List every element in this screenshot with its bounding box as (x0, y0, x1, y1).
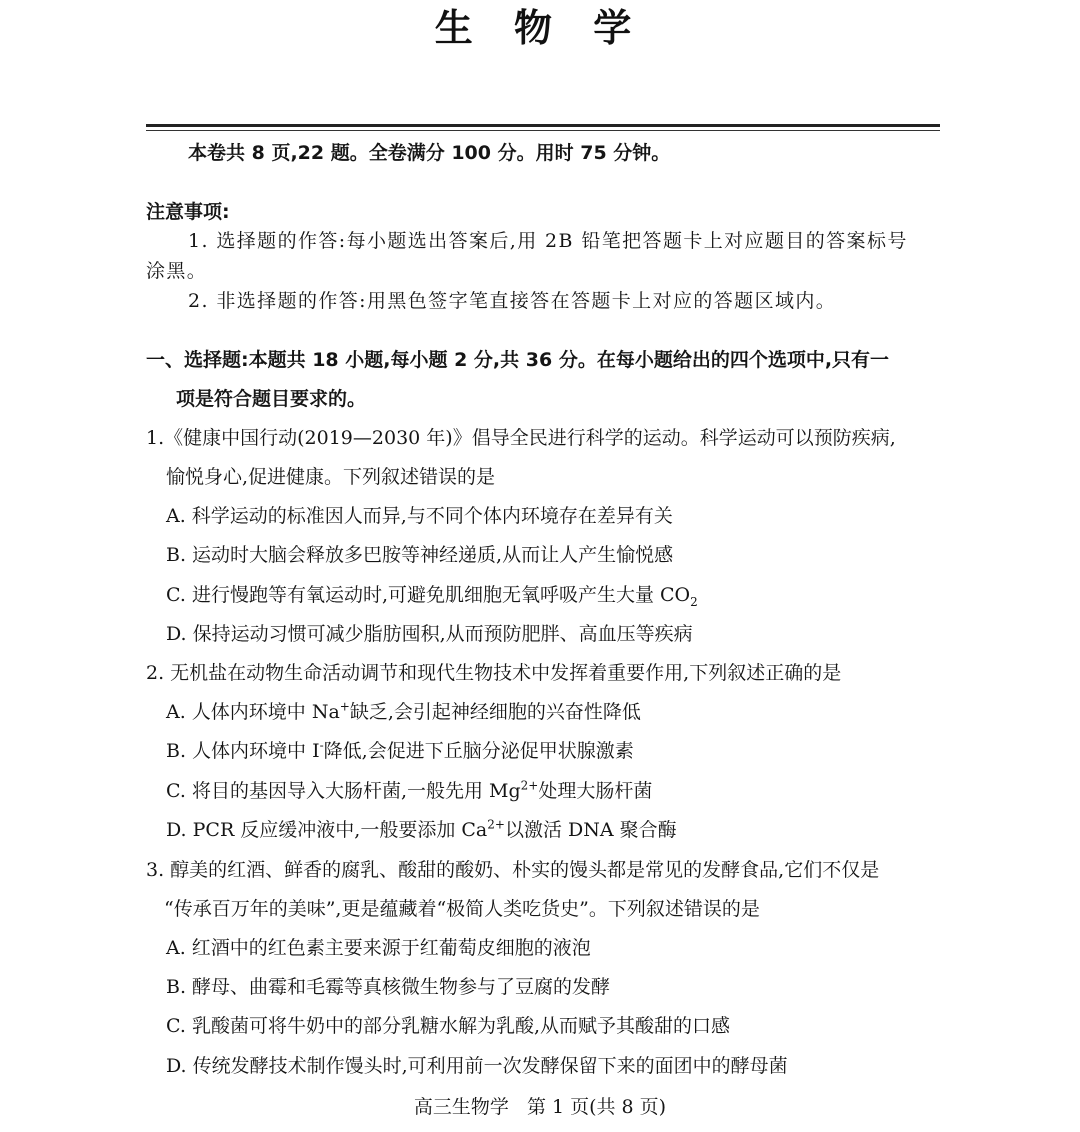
notes-heading: 注意事项: (146, 201, 230, 223)
section-heading-cont: 项是符合题目要求的。 (176, 388, 367, 410)
q2-option-a-sup: + (339, 699, 350, 714)
q2-option-b-sup: - (319, 738, 324, 753)
page-title: 生 物 学 (434, 6, 646, 50)
section-heading: 一、选择题:本题共 18 小题,每小题 2 分,共 36 分。在每小题给出的四个选项中,只有一 (146, 349, 890, 371)
q2-option-c-sup: 2+ (520, 778, 539, 793)
q3-option-c: C. 乳酸菌可将牛奶中的部分乳糖水解为乳酸,从而赋予其酸甜的口感 (166, 1015, 730, 1037)
q1-stem-cont: 愉悦身心,促进健康。下列叙述错误的是 (166, 466, 496, 488)
q2-option-a (166, 699, 641, 725)
q2-option-d-post: 以激活 DNA 聚合酶 (504, 819, 677, 841)
q2-option-a-post: 缺乏,会引起神经细胞的兴奋性降低 (349, 701, 641, 723)
header-rule-thin (146, 130, 940, 131)
q2-option-b (166, 738, 634, 764)
q2-option-c-pre: C. 将目的基因导入大肠杆菌,一般先用 Mg (166, 780, 521, 802)
q2-option-a-pre: A. 人体内环境中 Na (166, 701, 340, 723)
q2-option-d-sup: 2+ (487, 817, 505, 832)
footer-subject: 高三生物学 (413, 1096, 509, 1118)
page-footer (0, 1094, 1080, 1120)
q1-option-b: B. 运动时大脑会释放多巴胺等神经递质,从而让人产生愉悦感 (166, 544, 674, 566)
q2-option-b-post: 降低,会促进下丘脑分泌促甲状腺激素 (323, 740, 634, 762)
q2-option-c-post: 处理大肠杆菌 (538, 780, 653, 802)
notes-item-1-cont: 涂黑。 (146, 260, 208, 282)
q3-stem: 3. 醇美的红酒、鲜香的腐乳、酸甜的酸奶、朴实的馒头都是常见的发酵食品,它们不仅是 (146, 859, 880, 881)
q3-option-a: A. 红酒中的红色素主要来源于红葡萄皮细胞的液泡 (166, 937, 591, 959)
notes-item-1: 1. 选择题的作答:每小题选出答案后,用 2B 铅笔把答题卡上对应题目的答案标号 (188, 230, 908, 252)
q2-option-d (166, 817, 677, 843)
header-rule-thick (146, 124, 940, 127)
q2-stem: 2. 无机盐在动物生命活动调节和现代生物技术中发挥着重要作用,下列叙述正确的是 (146, 662, 842, 684)
q2-option-b-pre: B. 人体内环境中 I (166, 740, 320, 762)
q1-option-c-text: C. 进行慢跑等有氧运动时,可避免肌细胞无氧呼吸产生大量 CO (166, 584, 691, 606)
q1-option-c (166, 582, 698, 608)
q3-option-d: D. 传统发酵技术制作馒头时,可利用前一次发酵保留下来的面团中的酵母菌 (166, 1055, 788, 1077)
q3-option-b: B. 酵母、曲霉和毛霉等真核微生物参与了豆腐的发酵 (166, 976, 611, 998)
q2-option-c (166, 778, 652, 804)
q3-stem-cont: “传承百万年的美味”,更是蕴藏着“极简人类吃货史”。下列叙述错误的是 (164, 898, 760, 920)
exam-info: 本卷共 8 页,22 题。全卷满分 100 分。用时 75 分钟。 (188, 142, 671, 164)
q1-option-c-subscript: 2 (690, 594, 698, 609)
q1-stem: 1.《健康中国行动(2019—2030 年)》倡导全民进行科学的运动。科学运动可以预防疾病, (146, 427, 896, 449)
footer-page-number: 第 1 页(共 8 页) (526, 1096, 667, 1118)
q2-option-d-pre: D. PCR 反应缓冲液中,一般要添加 Ca (166, 819, 488, 841)
q1-option-a: A. 科学运动的标准因人而异,与不同个体内环境存在差异有关 (166, 505, 673, 527)
notes-item-2: 2. 非选择题的作答:用黑色签字笔直接答在答题卡上对应的答题区域内。 (188, 290, 837, 312)
q1-option-d: D. 保持运动习惯可减少脂肪囤积,从而预防肥胖、高血压等疾病 (166, 623, 693, 645)
